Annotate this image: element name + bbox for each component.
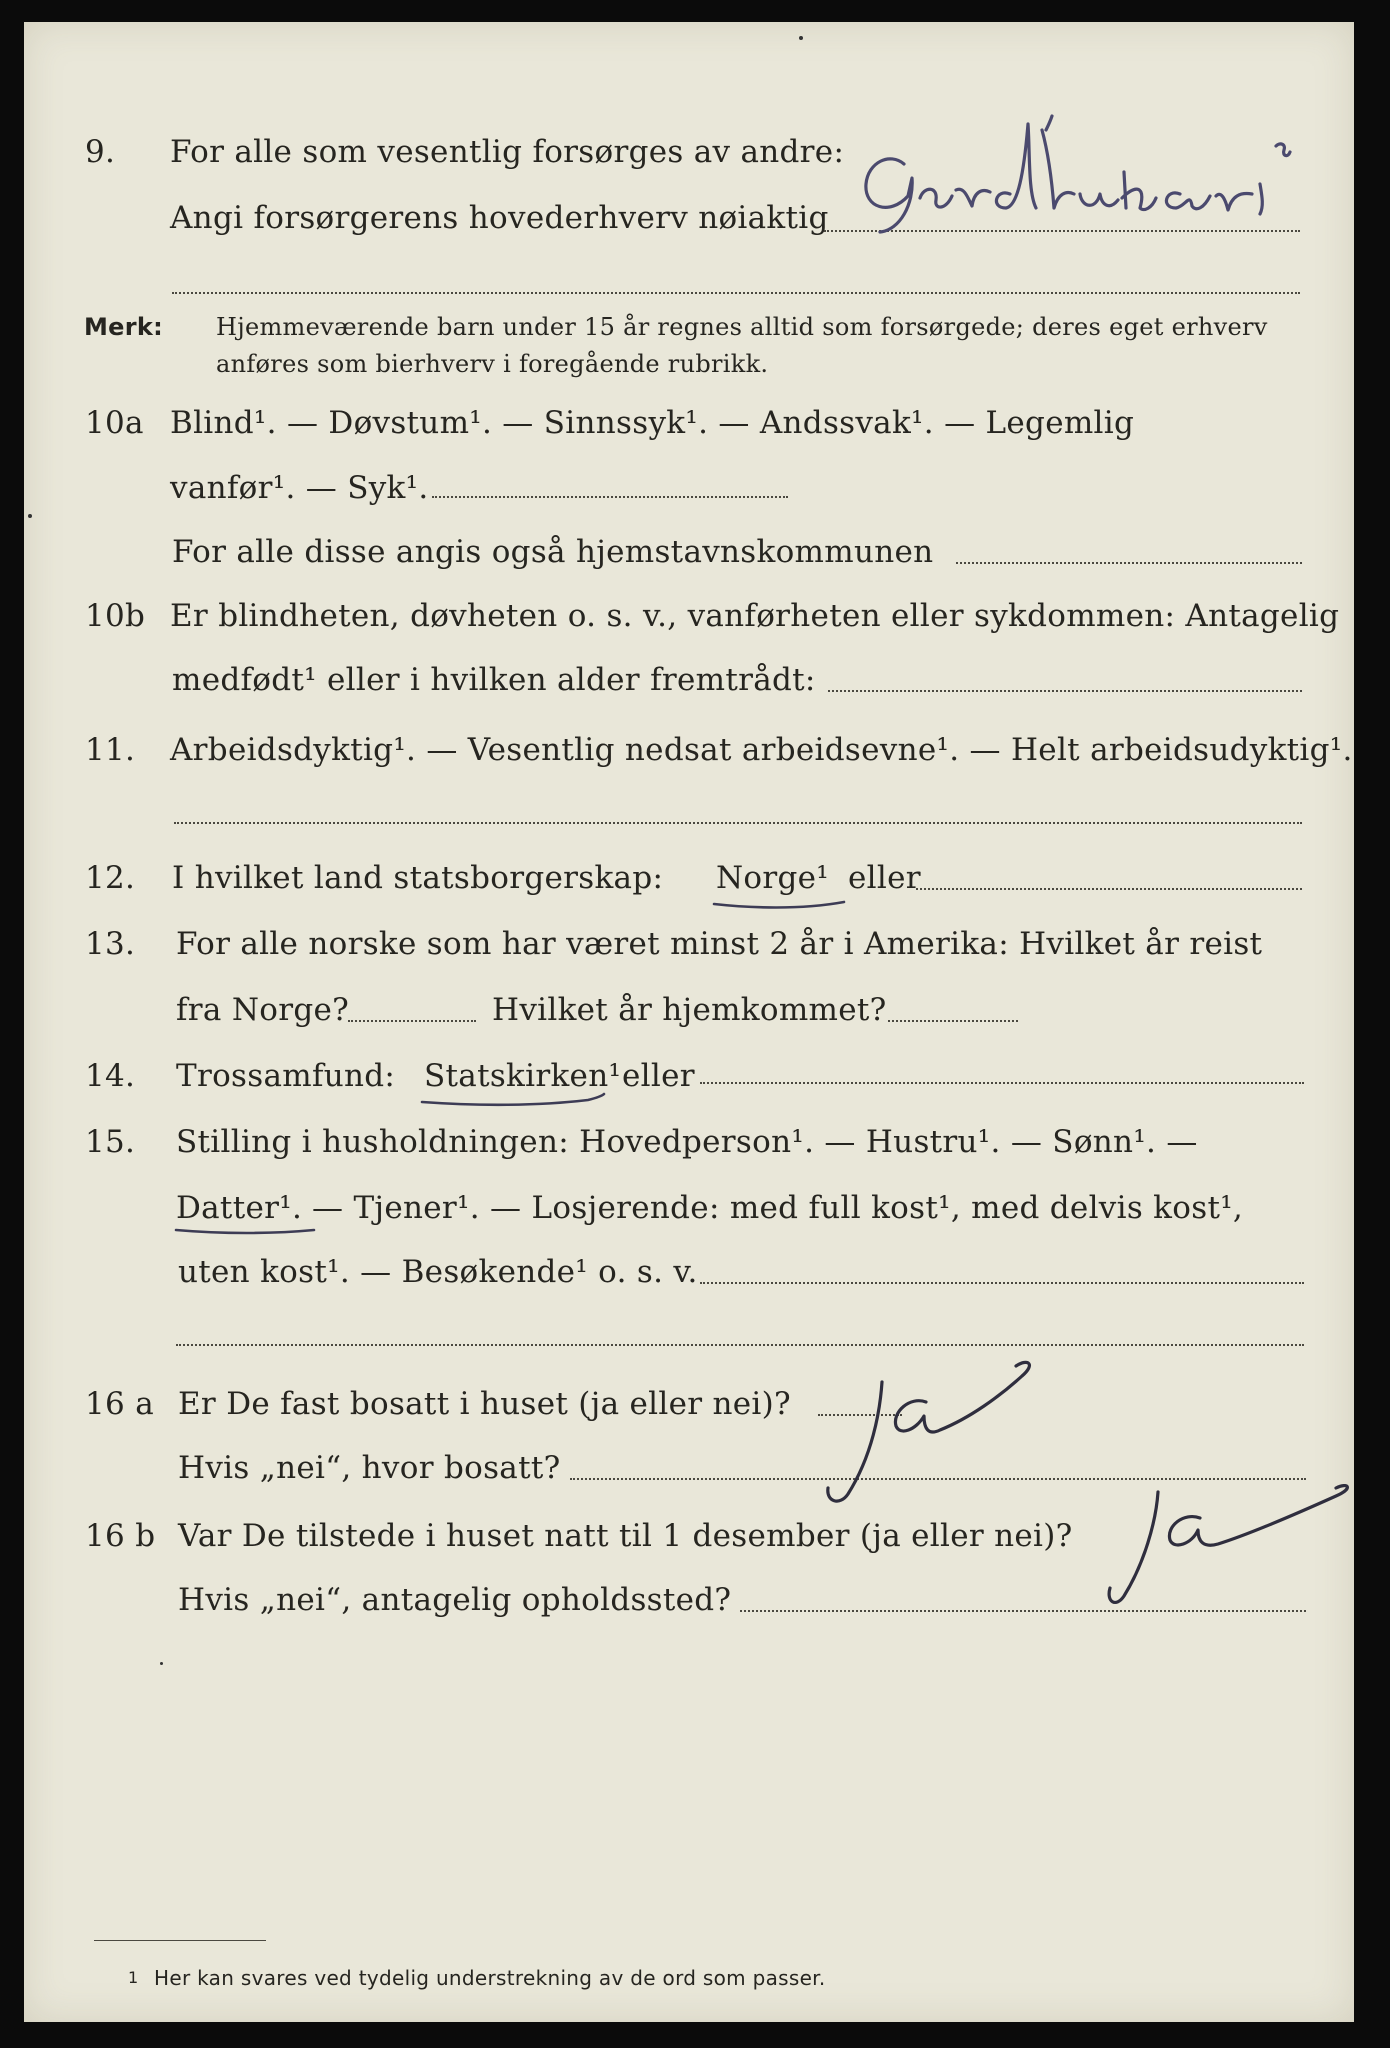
q13-hjemkommet-dotted-line — [888, 1020, 1018, 1022]
merk-text-line1: Hjemmeværende barn under 15 år regnes alltid som forsørgede; deres eget erhverv — [216, 313, 1268, 341]
q9-rule — [172, 292, 1300, 294]
q10b-text-line1: Er blindheten, døvheten o. s. v., vanførheten eller sykdommen: Antagelig — [170, 598, 1340, 634]
q10b-row-2 — [0, 650, 1390, 710]
q15-text-line2: — Tjener¹. — Losjerende: med full kost¹, med delvis kost¹, — [312, 1190, 1244, 1226]
q10a-number: 10a — [85, 405, 144, 441]
footnote-row — [0, 1948, 1390, 2008]
q10a-text-line2: vanfør¹. — Syk¹. — [170, 470, 429, 506]
q15-row-1 — [0, 1112, 1390, 1172]
q12-eller: eller — [848, 860, 921, 896]
q10b-alder-dotted-line — [828, 690, 1302, 692]
q14-text: Trossamfund: — [176, 1058, 396, 1094]
q14-row — [0, 1046, 1390, 1106]
q11-text-line1: Arbeidsdyktig¹. — Vesentlig nedsat arbeidsevne¹. — Helt arbeidsudyktig¹. — [170, 732, 1353, 768]
q10a-row-2 — [0, 458, 1390, 518]
q10a-row-3 — [0, 522, 1390, 582]
q10b-row-1 — [0, 586, 1390, 646]
q15-dotted-line — [700, 1282, 1304, 1284]
q14-statskirken: Statskirken¹ — [424, 1058, 622, 1094]
q16a-text-line2: Hvis „nei“, hvor bosatt? — [178, 1450, 561, 1486]
q16a-text-line1: Er De fast bosatt i huset (ja eller nei)? — [178, 1386, 791, 1422]
q15-number: 15. — [85, 1124, 136, 1160]
q16a-handwritten-answer — [800, 1356, 1050, 1516]
q15-datter: Datter¹. — [176, 1190, 303, 1226]
q13-text-line2a: fra Norge? — [176, 992, 350, 1028]
q13-number: 13. — [85, 926, 136, 962]
q16b-text-line2: Hvis „nei“, antagelig opholdssted? — [178, 1582, 732, 1618]
q12-eller-dotted-line — [916, 888, 1302, 890]
q12-text: I hvilket land statsborgerskap: — [172, 860, 664, 896]
q16b-handwritten-answer — [1100, 1484, 1360, 1614]
q10b-text-line2: medfødt¹ eller i hvilken alder fremtrådt: — [172, 662, 816, 698]
q12-row — [0, 848, 1390, 908]
q16a-row-1 — [0, 1374, 1390, 1434]
q15-rule — [176, 1344, 1304, 1346]
q10a-text-line1: Blind¹. — Døvstum¹. — Sinnssyk¹. — Andssvak¹. — Legemlig — [170, 405, 1135, 441]
q15-text-line1: Stilling i husholdningen: Hovedperson¹. — Hustru¹. — Sønn¹. — — [176, 1124, 1198, 1160]
q13-text-line2b: Hvilket år hjemkommet? — [492, 992, 887, 1028]
q11-number: 11. — [85, 732, 136, 768]
q9-number: 9. — [85, 134, 116, 170]
q16b-text-line1: Var De tilstede i huset natt til 1 desember (ja eller nei)? — [178, 1518, 1073, 1554]
q10a-text-line3: For alle disse angis også hjemstavnskommunen — [172, 534, 934, 570]
q14-number: 14. — [85, 1058, 136, 1094]
q11-rule — [174, 822, 1302, 824]
merk-text-line2: anføres som bierhverv i foregående rubrikk. — [216, 350, 769, 378]
footnote-text: Her kan svares ved tydelig understrekning av de ord som passer. — [154, 1966, 826, 1990]
q9-handwritten-answer — [860, 112, 1320, 242]
q14-eller-dotted-line — [700, 1082, 1304, 1084]
q10a-syk-dotted-line — [432, 496, 788, 498]
q9-text-line1: For alle som vesentlig forsørges av andre: — [170, 134, 845, 170]
footnote-rule — [94, 1940, 266, 1941]
q14-eller: eller — [622, 1058, 695, 1094]
q16b-number: 16 b — [85, 1518, 156, 1554]
footnote-mark: 1 — [128, 1968, 139, 1987]
paper-speck — [799, 36, 803, 40]
q13-row-1 — [0, 914, 1390, 974]
q11-row-1 — [0, 720, 1390, 780]
q14-statskirken-underline — [418, 1090, 608, 1114]
q12-norge-underline — [710, 896, 850, 916]
merk-row-2 — [0, 334, 1390, 394]
q12-number: 12. — [85, 860, 136, 896]
q13-reist-dotted-line — [348, 1020, 476, 1022]
q15-row-3 — [0, 1242, 1390, 1302]
q10b-number: 10b — [85, 598, 146, 634]
q13-row-2 — [0, 980, 1390, 1040]
q12-norge: Norge¹ — [716, 860, 830, 896]
q16a-number: 16 a — [85, 1386, 154, 1422]
paper-speck — [160, 1662, 163, 1665]
q9-text-line2: Angi forsørgerens hovederhverv nøiaktig — [170, 200, 829, 236]
q15-datter-underline — [172, 1222, 322, 1242]
q13-text-line1: For alle norske som har været minst 2 år i Amerika: Hvilket år reist — [176, 926, 1263, 962]
q15-text-line3: uten kost¹. — Besøkende¹ o. s. v. — [178, 1254, 698, 1290]
merk-label: Merk: — [84, 313, 164, 341]
q10a-row-1 — [0, 393, 1390, 453]
q10a-hjemstavn-dotted-line — [956, 562, 1302, 564]
paper-speck — [28, 514, 32, 518]
